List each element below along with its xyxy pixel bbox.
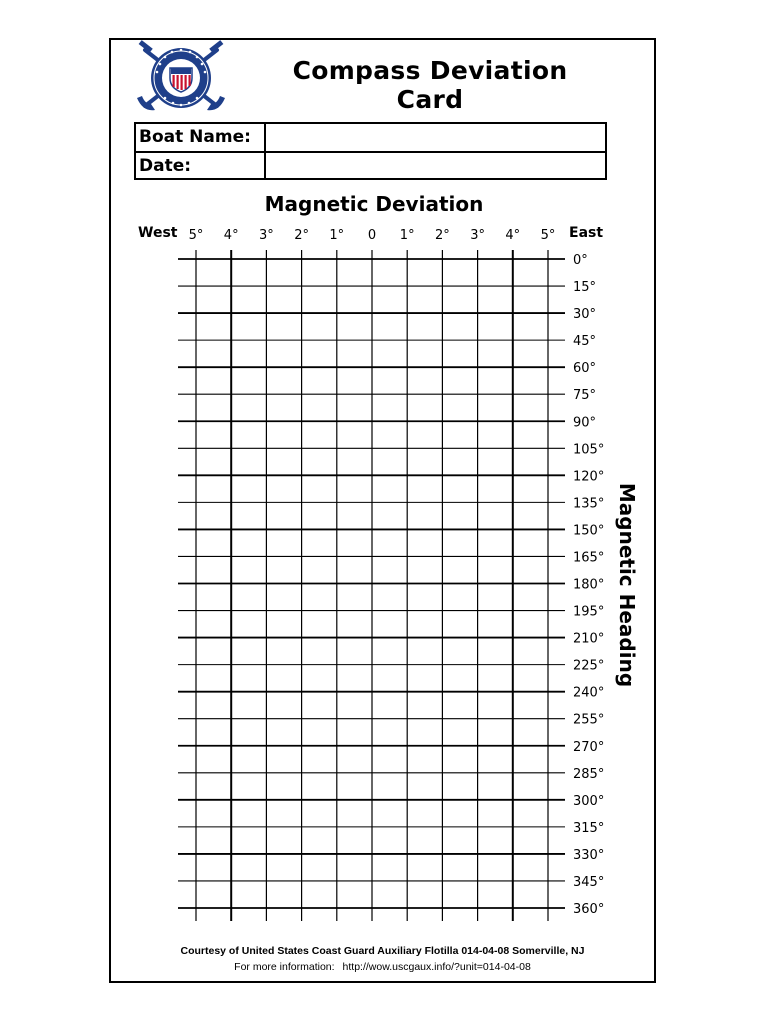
heading-tick-label: 315° — [573, 820, 605, 836]
deviation-tick-label: 3° — [259, 228, 274, 243]
chart-title: Magnetic Deviation — [264, 192, 484, 216]
deviation-tick-label: 5° — [540, 228, 556, 243]
more-info-label: For more information: — [234, 961, 335, 973]
heading-tick-label: 210° — [573, 631, 605, 647]
heading-tick-label: 45° — [573, 334, 597, 350]
heading-tick-label: 180° — [573, 577, 605, 593]
heading-tick-label: 135° — [573, 496, 605, 512]
deviation-tick-label: 2° — [294, 228, 309, 243]
heading-tick-label: 225° — [573, 658, 605, 674]
boat-name-label: Boat Name: — [136, 124, 266, 151]
heading-tick-label: 30° — [573, 307, 597, 323]
heading-tick-label: 120° — [573, 469, 605, 485]
heading-tick-label: 150° — [573, 523, 605, 539]
deviation-tick-label: 1° — [399, 228, 415, 243]
more-info-line — [120, 961, 645, 973]
date-label: Date: — [136, 153, 266, 180]
heading-tick-label: 285° — [573, 766, 605, 782]
heading-tick-label: 270° — [573, 739, 605, 755]
heading-tick-label: 195° — [573, 604, 605, 620]
heading-tick-label: 0° — [573, 253, 588, 268]
deviation-tick-label: 3° — [470, 228, 485, 243]
deviation-tick-label: 4° — [505, 228, 521, 243]
heading-tick-label: 60° — [573, 361, 597, 377]
heading-tick-label: 360° — [573, 902, 605, 917]
deviation-tick-label: 5° — [188, 228, 204, 243]
deviation-tick-label: 0 — [367, 228, 377, 243]
heading-tick-label: 255° — [573, 712, 605, 728]
heading-tick-label: 240° — [573, 685, 605, 701]
east-label: East — [569, 225, 604, 241]
deviation-tick-label: 1° — [329, 228, 345, 243]
courtesy-text: Courtesy of United States Coast Guard Auxiliary Flotilla 014-04-08 Somerville, NJ — [180, 945, 585, 957]
card-title: Compass Deviation Card — [292, 56, 568, 114]
heading-tick-label: 165° — [573, 550, 605, 566]
heading-tick-label: 105° — [573, 442, 605, 458]
heading-tick-label: 300° — [573, 793, 605, 809]
heading-tick-label: 15° — [573, 280, 597, 296]
deviation-tick-label: 2° — [435, 228, 450, 243]
heading-tick-label: 75° — [573, 388, 597, 404]
heading-tick-label: 90° — [573, 415, 597, 431]
heading-axis-label: Magnetic Heading — [615, 482, 639, 688]
info-link[interactable]: http://wow.uscgaux.info/?unit=014-04-08 — [342, 961, 531, 973]
heading-tick-label: 345° — [573, 874, 605, 890]
west-label: West — [138, 225, 178, 241]
deviation-tick-label: 4° — [223, 228, 239, 243]
heading-tick-label: 330° — [573, 847, 605, 863]
